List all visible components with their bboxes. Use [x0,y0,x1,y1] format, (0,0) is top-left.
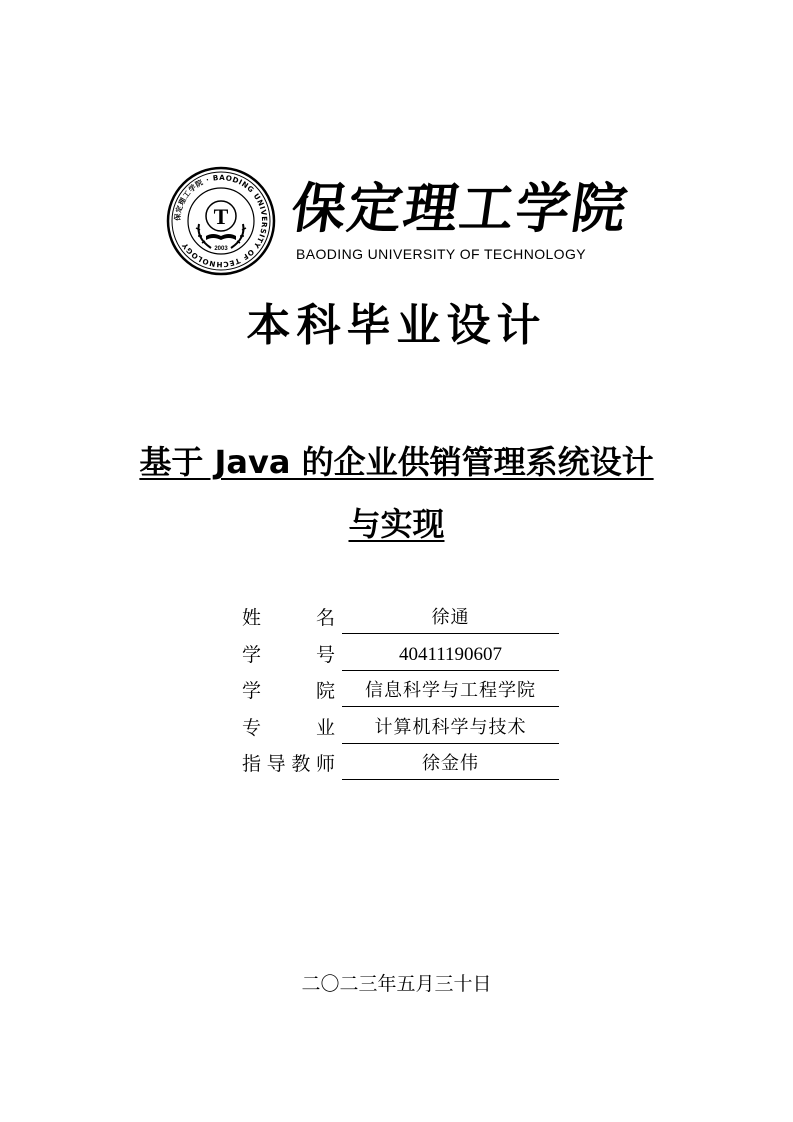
info-label-char: 院 [315,680,335,702]
thesis-title-line-2-text: 与实现 [348,505,445,543]
info-label [242,642,335,668]
info-label-char: 号 [315,643,335,666]
student-info-table [242,600,562,783]
info-label-char: 名 [315,607,335,629]
info-label-char: 学 [242,680,262,702]
info-label-char: 姓 [242,607,262,629]
info-label [242,605,335,631]
info-label-char: 教 [291,753,311,775]
info-label-char: 指 [242,753,262,775]
info-row-name [242,600,562,637]
info-label [242,751,335,777]
info-value-advisor: 徐金伟 [342,751,559,780]
info-value-college: 信息科学与工程学院 [342,678,559,707]
info-row-advisor [242,746,562,783]
info-row-student-id [242,637,562,674]
info-label [242,678,335,704]
emblem-year: 2003 [214,246,228,252]
thesis-title-line-1-text: 基于 Java 的企业供销管理系统设计 [139,443,654,481]
info-label-char: 业 [315,716,335,739]
emblem-center-letter: T [213,204,229,229]
university-name-en: BAODING UNIVERSITY OF TECHNOLOGY [296,246,586,262]
university-name-cn: 保定理工学院 [287,176,633,240]
info-value-major: 计算机科学与技术 [342,715,559,744]
submission-date: 二〇二三年五月三十日 [301,973,492,995]
document-type-title: 本科毕业设计 [246,300,547,351]
emblem-ring-text: 保定理工学院 · BAODING UNIVERSITY OF TECHNOLOGY [172,172,270,270]
info-label-char: 学 [242,643,262,666]
info-label-char: 专 [242,716,262,739]
thesis-title-line-2 [0,502,793,546]
info-label-char: 导 [266,753,286,775]
info-label [242,715,335,741]
info-value-student-id: 40411190607 [342,642,559,671]
info-label-char: 师 [315,753,335,775]
info-value-name: 徐通 [342,605,559,634]
thesis-title-line-1 [0,440,793,484]
info-row-college [242,673,562,710]
info-row-major [242,710,562,747]
university-emblem-icon [166,166,276,276]
